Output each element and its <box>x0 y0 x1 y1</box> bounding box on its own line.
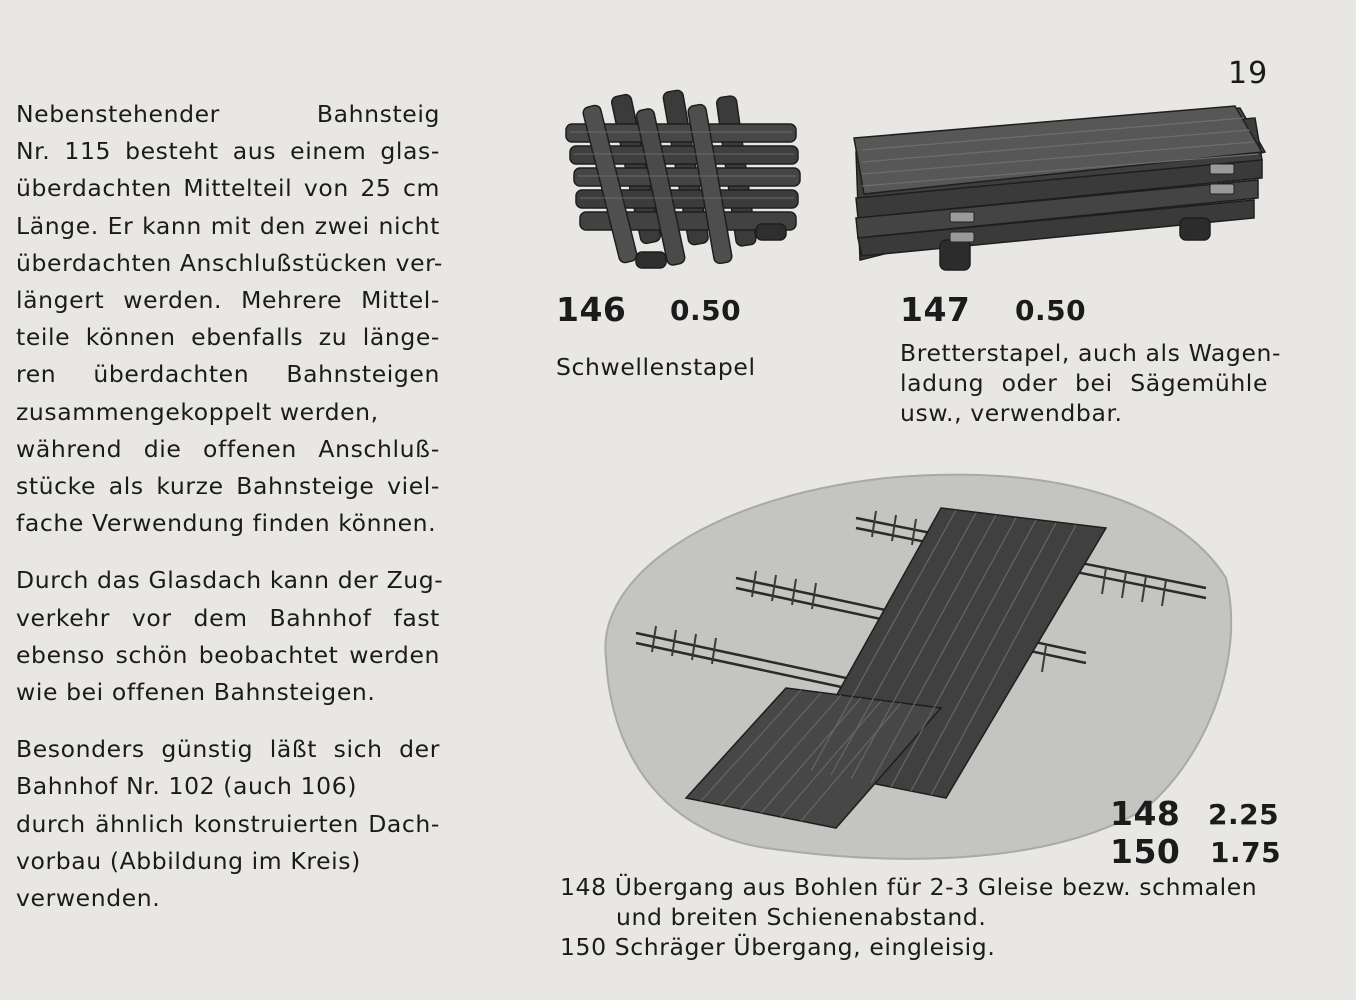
product-price-147: 0.50 <box>1015 294 1087 327</box>
caption-150: 150 Schräger Übergang, eingleisig. <box>560 933 996 961</box>
text-line: Länge. Er kann mit den zwei nicht <box>16 211 440 240</box>
caption-line: Bretterstapel, auch als Wagen- <box>900 339 1282 367</box>
text-line: überdachten Mittelteil von 25 cm <box>16 174 440 203</box>
text-line: Nr. 115 besteht aus einem glas- <box>16 137 440 166</box>
sleeper-stack-image <box>556 84 812 276</box>
text-line: fache Verwendung finden können. <box>16 509 437 538</box>
product-number-147: 147 <box>900 290 971 329</box>
text-line: ren überdachten Bahnsteigen <box>16 360 440 389</box>
plank-stack-image <box>850 100 1270 280</box>
paragraph-platform <box>16 96 444 542</box>
caption-line: usw., verwendbar. <box>900 399 1123 427</box>
text-line: während die offenen Anschluß- <box>16 434 440 463</box>
paragraph-glass-roof <box>16 562 444 711</box>
product-caption-146 <box>556 352 756 382</box>
text-line: teile können ebenfalls zu länge- <box>16 323 440 352</box>
body-text-column <box>16 96 444 937</box>
text-line: Durch das Glasdach kann der Zug- <box>16 566 444 595</box>
caption-148-continued: und breiten Schienenabstand. <box>616 903 987 931</box>
page-number: 19 <box>1228 56 1269 91</box>
text-line: Besonders günstig läßt sich der <box>16 735 440 764</box>
text-line: überdachten Anschlußstücken ver- <box>16 248 444 277</box>
text-line: vorbau (Abbildung im Kreis) <box>16 846 361 875</box>
text-line: durch ähnlich konstruierten Dach- <box>16 809 440 838</box>
text-line: ebenso schön beobachtet werden <box>16 640 440 669</box>
product-number-148: 148 <box>1110 794 1181 833</box>
product-price-148: 2.25 <box>1208 798 1280 831</box>
product-number-146: 146 <box>556 290 627 329</box>
caption-line: ladung oder bei Sägemühle <box>900 369 1268 397</box>
text-line: längert werden. Mehrere Mittel- <box>16 286 440 315</box>
caption-line: Schwellenstapel <box>556 353 756 381</box>
caption-148: 148 Übergang aus Bohlen für 2-3 Gleise bezw. schmalen <box>560 873 1258 901</box>
product-price-150: 1.75 <box>1210 836 1282 869</box>
product-number-150: 150 <box>1110 832 1181 871</box>
text-line: verkehr vor dem Bahnhof fast <box>16 603 440 632</box>
text-line: stücke als kurze Bahnsteige viel- <box>16 472 440 501</box>
text-line: Nebenstehender Bahnsteig <box>16 100 440 128</box>
text-line: Bahnhof Nr. 102 (auch 106) <box>16 772 358 801</box>
text-line: zusammengekoppelt werden, <box>16 397 379 426</box>
crossing-captions <box>560 872 1280 962</box>
text-line: wie bei offenen Bahnsteigen. <box>16 678 376 707</box>
paragraph-station <box>16 731 440 917</box>
product-caption-147 <box>900 338 1282 428</box>
text-line: verwenden. <box>16 884 161 913</box>
product-price-146: 0.50 <box>670 294 742 327</box>
